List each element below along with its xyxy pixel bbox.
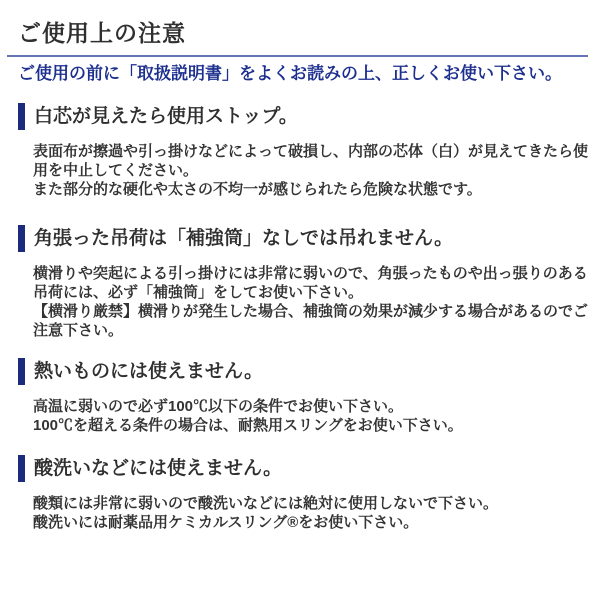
section-paragraph: また部分的な硬化や太さの不均一が感じられたら危険な状態です。 bbox=[33, 181, 482, 198]
section-body bbox=[33, 142, 588, 199]
caution-section-acid-washing bbox=[18, 455, 588, 532]
title-divider bbox=[7, 55, 588, 57]
section-paragraph: 横滑りや突起による引っ掛けには非常に弱いので、角張ったものや出っ張りのある吊荷には、必ず「補強筒」をしてお使い下さい。 bbox=[33, 265, 588, 301]
heading-accent-bar bbox=[18, 358, 25, 385]
heading-accent-bar bbox=[18, 103, 25, 130]
section-heading-row bbox=[18, 103, 588, 130]
section-paragraph: 【横滑り厳禁】横滑りが発生した場合、補強筒の効果が減少する場合があるのでご注意下さい。 bbox=[33, 303, 589, 339]
heading-accent-bar bbox=[18, 225, 25, 252]
section-heading: 角張った吊荷は「補強筒」なしでは吊れません。 bbox=[34, 228, 454, 249]
usage-notice: ご使用の前に「取扱説明書」をよくお読みの上、正しくお使い下さい。 bbox=[18, 64, 562, 83]
section-body bbox=[33, 264, 588, 340]
section-paragraph: 酸類には非常に弱いので酸洗いなどには絶対に使用しないで下さい。 bbox=[33, 495, 499, 512]
section-heading-row bbox=[18, 455, 588, 482]
caution-section-white-core bbox=[18, 103, 588, 199]
section-body bbox=[33, 494, 588, 532]
caution-section-sharp-edges bbox=[18, 225, 588, 340]
section-heading: 熱いものには使えません。 bbox=[34, 361, 264, 382]
section-paragraph: 100℃を超える条件の場合は、耐熱用スリングをお使い下さい。 bbox=[33, 417, 463, 434]
section-paragraph: 酸洗いには耐薬品用ケミカルスリング®をお使い下さい。 bbox=[33, 514, 419, 531]
heading-accent-bar bbox=[18, 455, 25, 482]
section-heading-row bbox=[18, 225, 588, 252]
section-heading-row bbox=[18, 358, 588, 385]
section-body bbox=[33, 397, 588, 435]
section-heading: 白芯が見えたら使用ストップ。 bbox=[34, 106, 298, 127]
section-paragraph: 表面布が擦過や引っ掛けなどによって破損し、内部の芯体（白）が見えてきたら使用を中止してください。 bbox=[33, 143, 589, 179]
section-paragraph: 高温に弱いので必ず100℃以下の条件でお使い下さい。 bbox=[33, 398, 404, 415]
page-title: ご使用上の注意 bbox=[18, 20, 186, 46]
caution-section-hot-items bbox=[18, 358, 588, 435]
section-heading: 酸洗いなどには使えません。 bbox=[34, 458, 283, 479]
